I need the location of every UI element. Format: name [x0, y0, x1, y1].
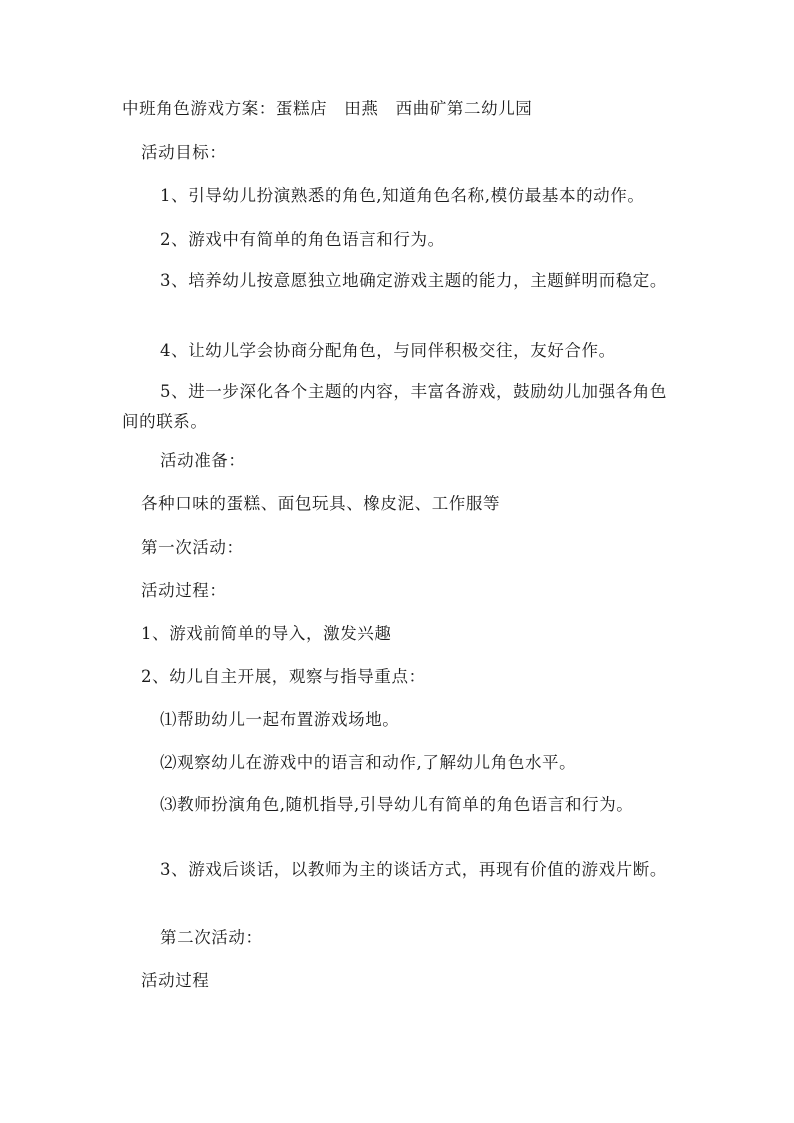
- goals-heading: 活动目标：: [141, 143, 227, 162]
- goal-item: 5、进一步深化各个主题的内容，丰富各游戏，鼓励幼儿加强各角色间的联系。: [122, 382, 667, 431]
- goal-item: 1、引导幼儿扮演熟悉的角色,知道角色名称,模仿最基本的动作。: [160, 186, 645, 205]
- process-substep: ⑵观察幼儿在游戏中的语言和动作,了解幼儿角色水平。: [160, 753, 577, 772]
- goal-item: 2、游戏中有简单的角色语言和行为。: [160, 230, 445, 249]
- process-substep: ⑶教师扮演角色,随机指导,引导幼儿有简单的角色语言和行为。: [160, 795, 634, 814]
- goal-item: 4、让幼儿学会协商分配角色，与同伴积极交往，友好合作。: [160, 341, 616, 360]
- goal-item: 3、培养幼儿按意愿独立地确定游戏主题的能力，主题鲜明而稳定。: [160, 271, 667, 290]
- process-substep: ⑴帮助幼儿一起布置游戏场地。: [160, 710, 400, 729]
- second-activity-heading: 第二次活动：: [160, 928, 263, 947]
- process-heading: 活动过程：: [141, 581, 227, 600]
- process-step: 1、游戏前简单的导入，激发兴趣: [141, 624, 392, 643]
- prep-text: 各种口味的蛋糕、面包玩具、橡皮泥、工作服等: [141, 494, 501, 513]
- prep-heading: 活动准备：: [160, 451, 246, 470]
- process-step: 3、游戏后谈话，以教师为主的谈话方式，再现有价值的游戏片断。: [160, 860, 667, 879]
- process-heading-2: 活动过程: [141, 971, 210, 990]
- document-title: 中班角色游戏方案：蛋糕店 田燕 西曲矿第二幼儿园: [122, 99, 533, 118]
- first-activity-heading: 第一次活动：: [141, 538, 244, 557]
- process-step: 2、幼儿自主开展，观察与指导重点：: [141, 667, 426, 686]
